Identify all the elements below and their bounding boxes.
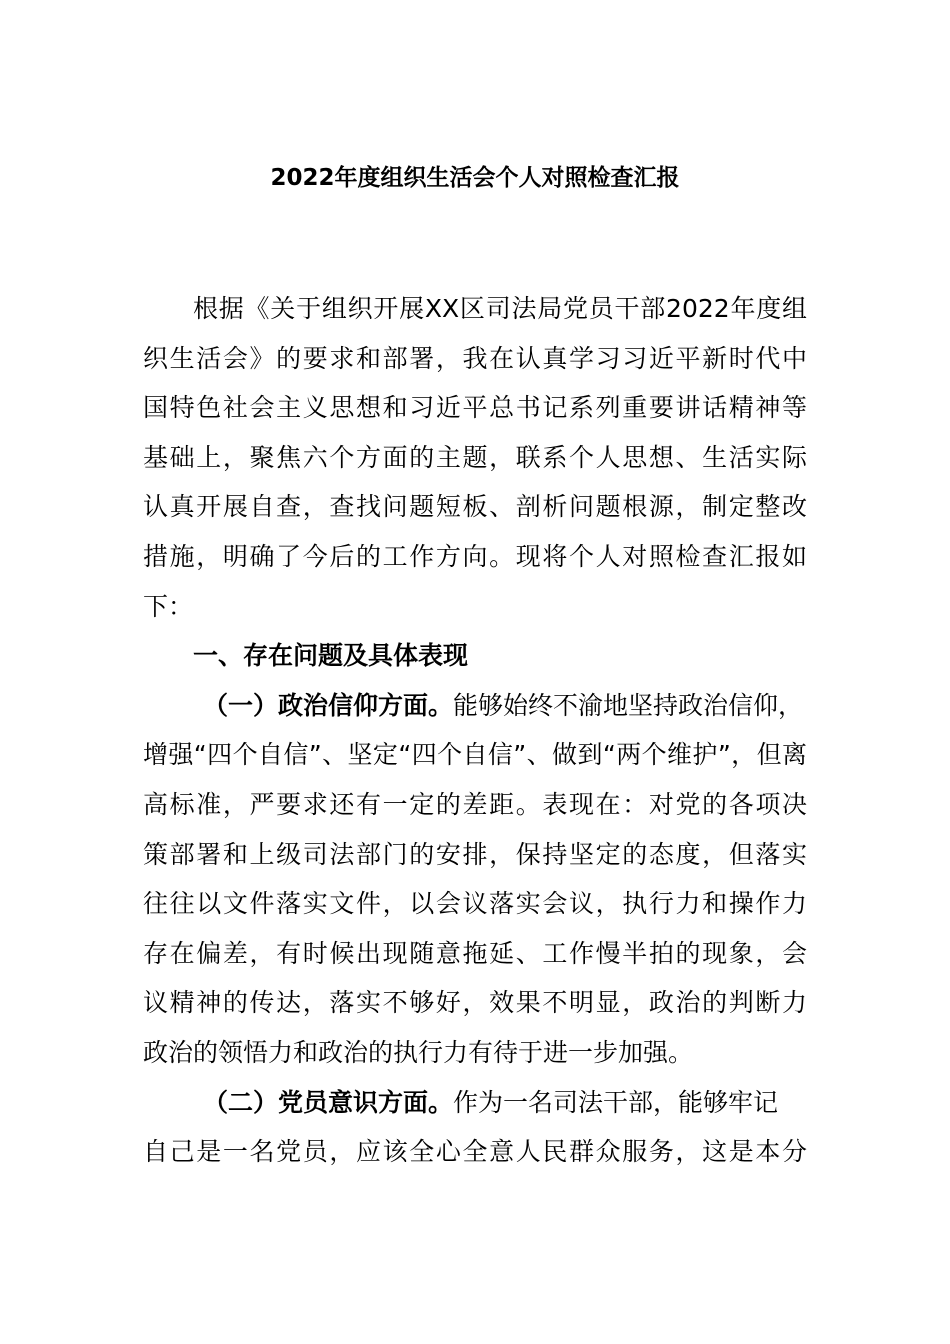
paragraph-text: 能够始终不渝地坚持政治信仰， [453, 690, 804, 720]
paragraph-line: 存在偏差，有时候出现随意拖延、工作慢半拍的现象，会 [143, 938, 807, 968]
intro-line: 措施，明确了今后的工作方向。现将个人对照检查汇报如 [143, 541, 807, 571]
paragraph-line: 议精神的传达，落实不够好，效果不明显，政治的判断力 [143, 988, 807, 1018]
intro-line: 基础上，聚焦六个方面的主题，联系个人思想、生活实际 [143, 442, 807, 472]
paragraph-line: 策部署和上级司法部门的安排，保持坚定的态度，但落实 [143, 839, 807, 869]
paragraph-line: 政治的领悟力和政治的执行力有待于进一步加强。 [143, 1037, 694, 1067]
paragraph-line: 自己是一名党员，应该全心全意人民群众服务，这是本分 [143, 1137, 807, 1167]
intro-line: 织生活会》的要求和部署，我在认真学习习近平新时代中 [143, 343, 807, 373]
paragraph-text: 作为一名司法干部，能够牢记 [453, 1087, 779, 1117]
section-heading: 一、存在问题及具体表现 [193, 641, 469, 671]
subsection-heading: （一）政治信仰方面。 [203, 690, 454, 720]
intro-line: 认真开展自查，查找问题短板、剖析问题根源，制定整改 [143, 492, 807, 522]
document-body [143, 284, 807, 1177]
paragraph-line: 高标准，严要求还有一定的差距。表现在：对党的各项决 [143, 789, 807, 819]
intro-line: 根据《关于组织开展XX区司法局党员干部2022年度组 [193, 294, 807, 323]
paragraph-line: 增强“四个自信”、坚定“四个自信”、做到“两个维护”，但离 [143, 740, 807, 770]
subsection-first-line [143, 1078, 807, 1128]
document-title: 2022年度组织生活会个人对照检查汇报 [270, 165, 680, 191]
intro-line: 下： [143, 591, 194, 621]
intro-line: 国特色社会主义思想和习近平总书记系列重要讲话精神等 [143, 393, 807, 423]
subsection-heading: （二）党员意识方面。 [203, 1087, 454, 1117]
subsection-first-line [143, 681, 807, 731]
paragraph-line: 往往以文件落实文件，以会议落实会议，执行力和操作力 [143, 889, 807, 919]
